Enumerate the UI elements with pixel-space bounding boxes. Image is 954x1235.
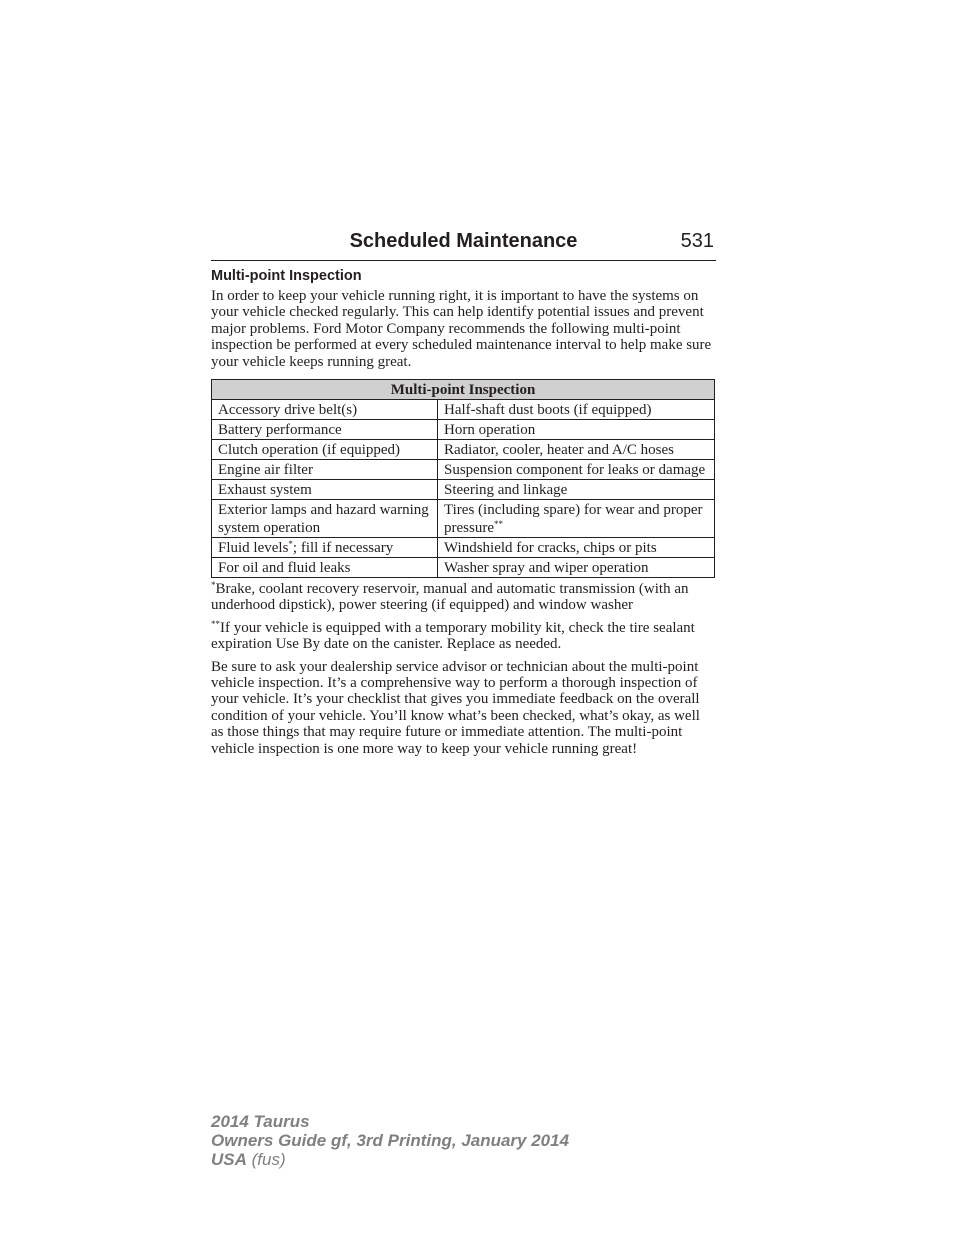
table-cell: Washer spray and wiper operation [438, 558, 715, 578]
table-title: Multi-point Inspection [212, 380, 715, 400]
table-cell: Radiator, cooler, heater and A/C hoses [438, 440, 715, 460]
intro-paragraph: In order to keep your vehicle running right, it is important to have the systems on your vehicle checked regularly. This can help identify potential issues and prevent major problems. Ford Motor Company recommends the following multi-point inspection be performed at every scheduled maintenance interval to help make sure your vehicle keeps running great. [211, 288, 712, 370]
table-cell: Windshield for cracks, chips or pits [438, 538, 715, 558]
table-row [212, 500, 715, 538]
table-cell: Horn operation [438, 420, 715, 440]
table-cell: Exterior lamps and hazard warning system operation [212, 500, 438, 538]
page-content [211, 228, 716, 763]
table-row [212, 538, 715, 558]
table-row [212, 420, 715, 440]
table-row [212, 480, 715, 500]
cell-text: Fluid levels [218, 540, 289, 557]
footnote-marker: ** [493, 519, 503, 530]
table-header-row [212, 380, 715, 400]
footnote-text: Brake, coolant recovery reservoir, manual and automatic transmission (with an underhood dipstick), power steering (if equipped) and window washer [211, 581, 689, 614]
footer-edition: Owners Guide gf, 3rd Printing, January 2014 [211, 1131, 570, 1150]
table-cell: Accessory drive belt(s) [212, 400, 438, 420]
table-cell: Battery performance [212, 420, 438, 440]
table-row [212, 460, 715, 480]
table-row [212, 400, 715, 420]
footer-market-name: USA [211, 1150, 247, 1169]
inspection-table [211, 379, 715, 578]
footnote [211, 620, 716, 653]
section-heading: Multi-point Inspection [211, 268, 362, 284]
table-cell: Clutch operation (if equipped) [212, 440, 438, 460]
table-cell: Suspension component for leaks or damage [438, 460, 715, 480]
cell-text-continued: ; fill if necessary [292, 540, 394, 557]
cell-text: Tires (including spare) for wear and proper pressure [444, 502, 703, 537]
footnote-marker: ** [211, 618, 220, 629]
table-row [212, 440, 715, 460]
footnote [211, 581, 716, 614]
footnote-marker: * [211, 580, 216, 591]
footer-market [211, 1150, 569, 1169]
page-number: 531 [680, 230, 714, 252]
closing-paragraph: Be sure to ask your dealership service advisor or technician about the multi-point vehicle inspection. It’s a comprehensive way to perform a thorough inspection of your vehicle. It’s your checklist that gives you immediate feedback on the overall condition of your vehicle. You’ll know what’s been checked, what’s okay, as well as those things that may require future or immediate attention. The multi-point vehicle inspection is one more way to keep your vehicle running great! [211, 658, 700, 757]
running-header [211, 228, 716, 261]
table-cell: Steering and linkage [438, 480, 715, 500]
table-row [212, 558, 715, 578]
footnote-text: If your vehicle is equipped with a temporary mobility kit, check the tire sealant expiration Use By date on the canister. Replace as needed. [211, 619, 695, 653]
table-cell: Engine air filter [212, 460, 438, 480]
table-cell [438, 500, 715, 538]
table-cell: Half-shaft dust boots (if equipped) [438, 400, 715, 420]
table-cell: For oil and fluid leaks [212, 558, 438, 578]
document-footer [211, 1112, 569, 1169]
footer-model: 2014 Taurus [211, 1112, 310, 1131]
footer-market-code: (fus) [246, 1150, 286, 1169]
table-cell [212, 538, 438, 558]
footnote-marker: * [288, 539, 293, 550]
chapter-title: Scheduled Maintenance [349, 230, 578, 252]
table-cell: Exhaust system [212, 480, 438, 500]
